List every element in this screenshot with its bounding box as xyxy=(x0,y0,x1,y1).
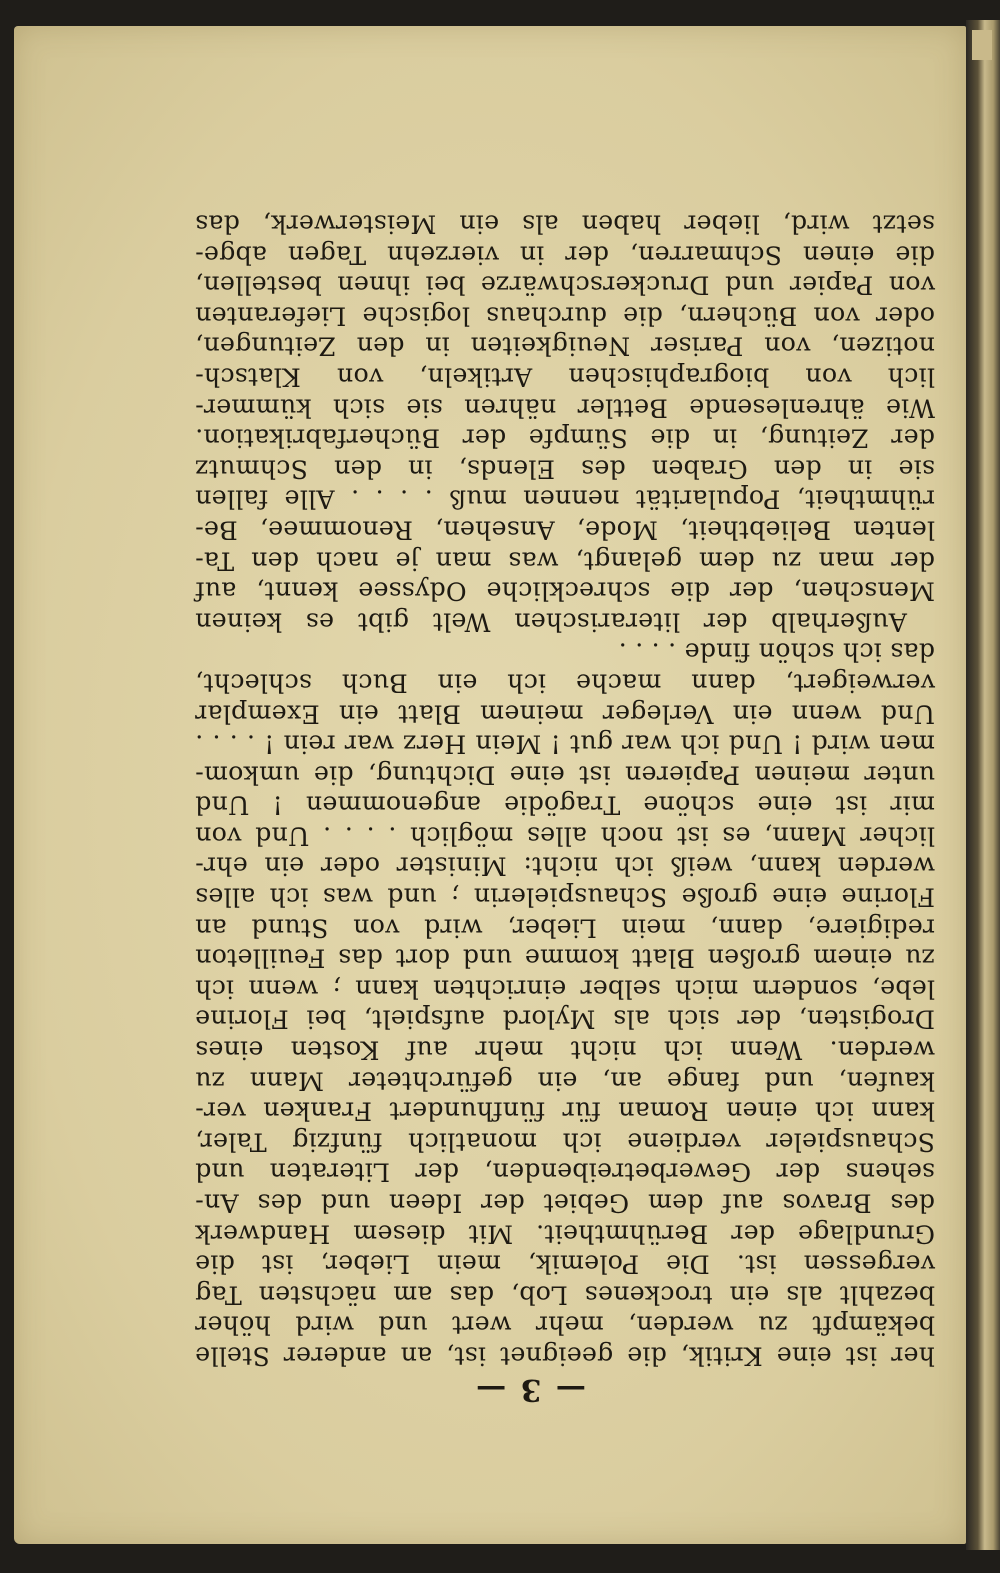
text-line: von Papier und Druckerschwärze bei ihnen bestellen, xyxy=(195,270,935,300)
text-line: zu einem großen Blatt komme und dort das Feuilleton xyxy=(195,943,935,973)
text-line: redigiere, dann, mein Lieber, wird von Stund an xyxy=(195,913,935,943)
text-line: Und wenn ein Verleger meinem Blatt ein Exemplar xyxy=(195,699,935,729)
text-line: verweigert, dann mache ich ein Buch schlecht, xyxy=(195,668,935,698)
text-line: das ich schön finde . . . . xyxy=(618,637,935,667)
text-line: bekämpft zu werden, mehr wert und wird höher xyxy=(195,1310,935,1340)
text-line: Florine eine große Schauspielerin ; und was ich alles xyxy=(195,882,935,912)
text-line: sie in den Graben des Elends, in den Schmutz xyxy=(195,454,935,484)
body-text xyxy=(195,208,935,1371)
text-line: Grundlage der Berühmtheit. Mit diesem Handwerk xyxy=(195,1219,935,1249)
text-line: der Zeitung, in die Sümpfe der Bücherfabrikation. xyxy=(195,423,935,453)
text-line: werden. Wenn ich nicht mehr auf Kosten eines xyxy=(195,1035,935,1065)
text-line: der man zu dem gelangt, was man je nach den Ta- xyxy=(195,546,935,576)
text-line: Außerhalb der literarischen Welt gibt es keinen xyxy=(195,607,907,637)
page-number-area xyxy=(440,1372,620,1407)
text-line: mir ist eine schöne Tragödie angenommen ! Und xyxy=(195,790,935,820)
text-line: Wie ährenlesende Bettler nähren sie sich kümmer- xyxy=(195,393,935,423)
text-line: lich von biographischen Artikeln, von Klatsch- xyxy=(195,362,935,392)
text-line: werden kann, weiß ich nicht: Minister oder ein ehr- xyxy=(195,852,935,882)
text-line: des Bravos auf dem Gebiet der Ideen und des An- xyxy=(195,1188,935,1218)
edge-mark xyxy=(972,30,992,60)
text-line: her ist eine Kritik, die geeignet ist, an anderer Stelle xyxy=(195,1341,935,1371)
text-line: kaufen, und fange an, ein gefürchteter Mann zu xyxy=(195,1066,935,1096)
text-line: lenten Beliebtheit, Mode, Ansehen, Renommee, Be- xyxy=(195,515,935,545)
text-line: Menschen, der die schreckliche Odyssee kennt, auf xyxy=(195,576,935,606)
text-line: unter meinen Papieren ist eine Dichtung, die umkom- xyxy=(195,760,935,790)
text-line: kann ich einen Roman für fünfhundert Franken ver- xyxy=(195,1096,935,1126)
upside-down-text-area xyxy=(195,208,935,1371)
text-line: sehens der Gewerbetreibenden, der Literaten und xyxy=(195,1158,935,1187)
text-line: notizen, von Pariser Neuigkeiten in den Zeitungen, xyxy=(195,331,935,361)
text-line: Schauspieler verdiene ich monatlich fünfzig Taler, xyxy=(195,1127,935,1157)
text-line: rühmtheit, Popularität nennen muß . . . . Alle fallen xyxy=(195,484,935,514)
book-edge xyxy=(966,20,1000,1550)
text-line: lebe, sondern mich selber einrichten kann ; wenn ich xyxy=(195,974,935,1004)
text-line: Drogisten, der sich als Mylord aufspielt, bei Florine xyxy=(195,1005,935,1035)
text-line: men wird ! Und ich war gut ! Mein Herz war rein ! . . . . xyxy=(195,729,935,759)
text-line: licher Mann, es ist noch alles möglich . . . . Und von xyxy=(195,821,935,851)
text-line: die einen Schmarren, der in vierzehn Tagen abge- xyxy=(195,240,935,270)
text-line: bezahlt als ein trockenes Lob, das am nächsten Tag xyxy=(195,1280,935,1310)
text-line: setzt wird, lieber haben als ein Meisterwerk, das xyxy=(195,209,935,239)
text-line: oder von Büchern, die durchaus logische Lieferanten xyxy=(195,301,935,331)
text-line: vergessen ist. Die Polemik, mein Lieber, ist die xyxy=(195,1249,935,1279)
page-number: — 3 — xyxy=(474,1372,586,1407)
